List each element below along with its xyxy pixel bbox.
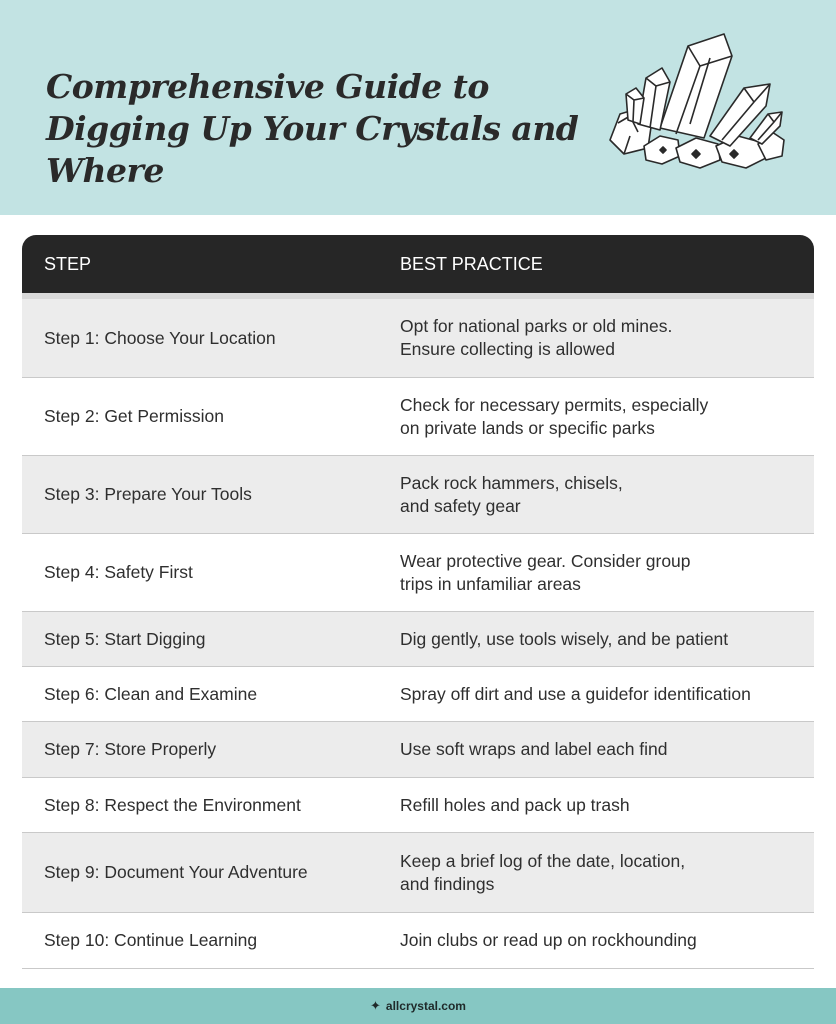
practice-cell: Pack rock hammers, chisels, and safety gear [400,472,623,516]
table-row [22,722,814,778]
table-row [22,667,814,722]
practice-cell: Spray off dirt and use a guidefor identification [400,683,751,704]
practice-cell: Dig gently, use tools wisely, and be patient [400,628,729,649]
practice-cell: Join clubs or read up on rockhounding [400,930,697,950]
step-cell: Step 8: Respect the Environment [44,794,301,815]
column-header-best-practice: BEST PRACTICE [400,253,543,274]
practice-cell: Opt for national parks or old mines. Ensure collecting is allowed [400,316,673,359]
crystal-cluster-icon [600,28,790,178]
table-row [22,299,814,378]
table-row [22,833,814,913]
step-cell: Step 5: Start Digging [44,628,206,649]
step-cell: Step 3: Prepare Your Tools [44,484,252,504]
practice-cell: Wear protective gear. Consider group trips in unfamiliar areas [400,550,691,594]
table-row [22,534,814,612]
footer-link[interactable]: allcrystal.com [385,999,466,1013]
table-row [22,778,814,833]
page-title: Comprehensive Guide to Digging Up Your Crystals and Where [46,67,579,190]
practice-cell: Refill holes and pack up trash [400,794,630,815]
step-cell: Step 4: Safety First [44,562,193,582]
step-cell: Step 2: Get Permission [44,406,224,426]
header-banner [0,0,836,215]
step-cell: Step 1: Choose Your Location [44,327,276,348]
practice-cell: Check for necessary permits, especially on private lands or specific parks [400,394,709,438]
footer-bar [0,988,836,1024]
step-cell: Step 10: Continue Learning [44,930,258,950]
table-row [22,612,814,667]
table-header [22,235,814,299]
practice-cell: Keep a brief log of the date, location, and findings [400,850,686,894]
table-row [22,378,814,456]
table-row [22,456,814,534]
step-cell: Step 9: Document Your Adventure [44,862,308,882]
table-row [22,913,814,969]
step-cell: Step 7: Store Properly [44,739,217,759]
steps-table [22,235,814,969]
practice-cell: Use soft wraps and label each find [400,739,668,759]
step-cell: Step 6: Clean and Examine [44,683,258,704]
sparkle-icon: ✦ [370,998,381,1013]
column-header-step: STEP [44,253,92,274]
